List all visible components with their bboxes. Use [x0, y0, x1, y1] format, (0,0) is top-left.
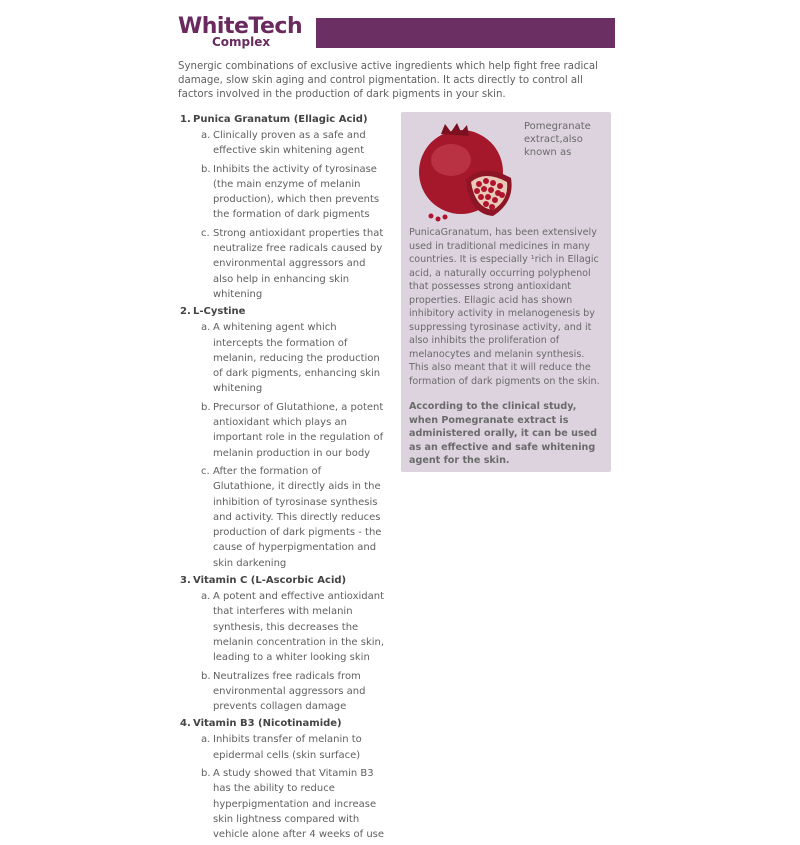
logo-title: WhiteTech: [178, 14, 303, 39]
ingredient-number: 2.: [180, 306, 191, 318]
ingredient-point: [201, 589, 392, 665]
intro-paragraph: Synergic combinations of exclusive active ingredients which help fight free radical damage, slow skin aging and control pigmentation. It acts directly to control all factors involved in the production of dark pigments in your skin.: [178, 61, 598, 100]
point-letter: c.: [201, 227, 210, 239]
ingredient-title-text: L-Cystine: [193, 306, 246, 318]
ingredient-item: [180, 574, 392, 714]
ingredient-item: [180, 305, 392, 571]
logo-subtitle: Complex: [212, 35, 271, 49]
ingredient-point: [201, 766, 392, 842]
point-letter: b.: [201, 670, 211, 682]
point-letter: a.: [201, 322, 211, 334]
point-letter: b.: [201, 401, 211, 413]
ingredient-point: [201, 732, 392, 763]
point-letter: c.: [201, 465, 210, 477]
point-letter: b.: [201, 163, 211, 175]
ingredient-item: [180, 113, 392, 302]
point-text: Strong antioxidant properties that neutralize free radicals caused by environmental aggressors and also help in enhancing skin whitening: [213, 227, 384, 300]
ingredient-point: [201, 128, 392, 159]
ingredient-number: 3.: [180, 575, 191, 587]
point-text: Neutralizes free radicals from environmental aggressors and prevents collagen damage: [213, 670, 366, 713]
pomegranate-panel: [401, 112, 611, 472]
ingredient-title: [180, 717, 392, 731]
header-banner: [316, 18, 615, 48]
ingredient-number: 4.: [180, 718, 191, 730]
ingredient-title-text: Vitamin C (L-Ascorbic Acid): [193, 575, 347, 587]
ingredient-list: [180, 113, 392, 845]
point-letter: a.: [201, 130, 211, 141]
ingredient-number: 1.: [180, 114, 191, 125]
ingredient-title: [180, 305, 392, 319]
pomegranate-image: [411, 120, 523, 224]
point-text: Inhibits transfer of melanin to epidermal cells (skin surface): [213, 734, 362, 761]
ingredient-title-text: Punica Granatum (Ellagic Acid): [193, 114, 368, 125]
point-letter: b.: [201, 767, 211, 779]
ingredient-point: [201, 669, 392, 715]
ingredient-point: [201, 400, 392, 461]
ingredient-point: [201, 464, 392, 571]
point-text: A whitening agent which intercepts the formation of melanin, reducing the production of dark pigments, enhancing skin whitening: [213, 322, 381, 395]
ingredient-point: [201, 226, 392, 302]
point-text: A potent and effective antioxidant that interferes with melanin synthesis, this decreases the melanin concentration in the skin, leading to a whiter looking skin: [213, 591, 385, 664]
ingredient-point: [201, 320, 392, 396]
panel-body-text: PunicaGranatum, has been extensively used in traditional medicines in many countries. It is especially ¹rich in Ellagic acid, a naturally occurring polyphenol that possesses strong antioxidant properties. Ellagic acid has shown inhibitory activity in melanogenesis by suppressing tyrosinase activity, and it also inhibits the proliferation of melanocytes and melanin synthesis. This also meant that it will reduce the formation of dark pigments on the skin.: [409, 227, 600, 387]
point-text: A study showed that Vitamin B3 has the ability to reduce hyperpigmentation and increase skin lightness compared with vehicle alone after 4 weeks of use: [213, 767, 385, 841]
ingredient-item: [180, 717, 392, 842]
point-text: After the formation of Glutathione, it directly aids in the inhibition of tyrosinase synthesis and activity. This directly reduces production of dark pigments - the cause of hyperpigmentation and skin darkening: [213, 465, 382, 569]
ingredient-title: [180, 574, 392, 588]
point-text: Inhibits the activity of tyrosinase (the main enzyme of melanin production), which then prevents the formation of dark pigments: [213, 163, 380, 221]
panel-clinical-study: According to the clinical study, when Pomegranate extract is administered orally, it can be used as an effective and safe whitening agent for the skin.: [409, 401, 598, 466]
ingredient-point: [201, 162, 392, 223]
ingredient-title: [180, 113, 392, 127]
brand-logo: [178, 14, 316, 50]
point-letter: a.: [201, 591, 211, 603]
panel-caption: Pomegranate extract,also known as: [524, 121, 591, 158]
point-text: Clinically proven as a safe and effective skin whitening agent: [213, 130, 366, 157]
point-letter: a.: [201, 734, 211, 746]
point-text: Precursor of Glutathione, a potent antioxidant which plays an important role in the regulation of melanin production in our body: [213, 401, 384, 459]
ingredient-title-text: Vitamin B3 (Nicotinamide): [193, 718, 342, 730]
